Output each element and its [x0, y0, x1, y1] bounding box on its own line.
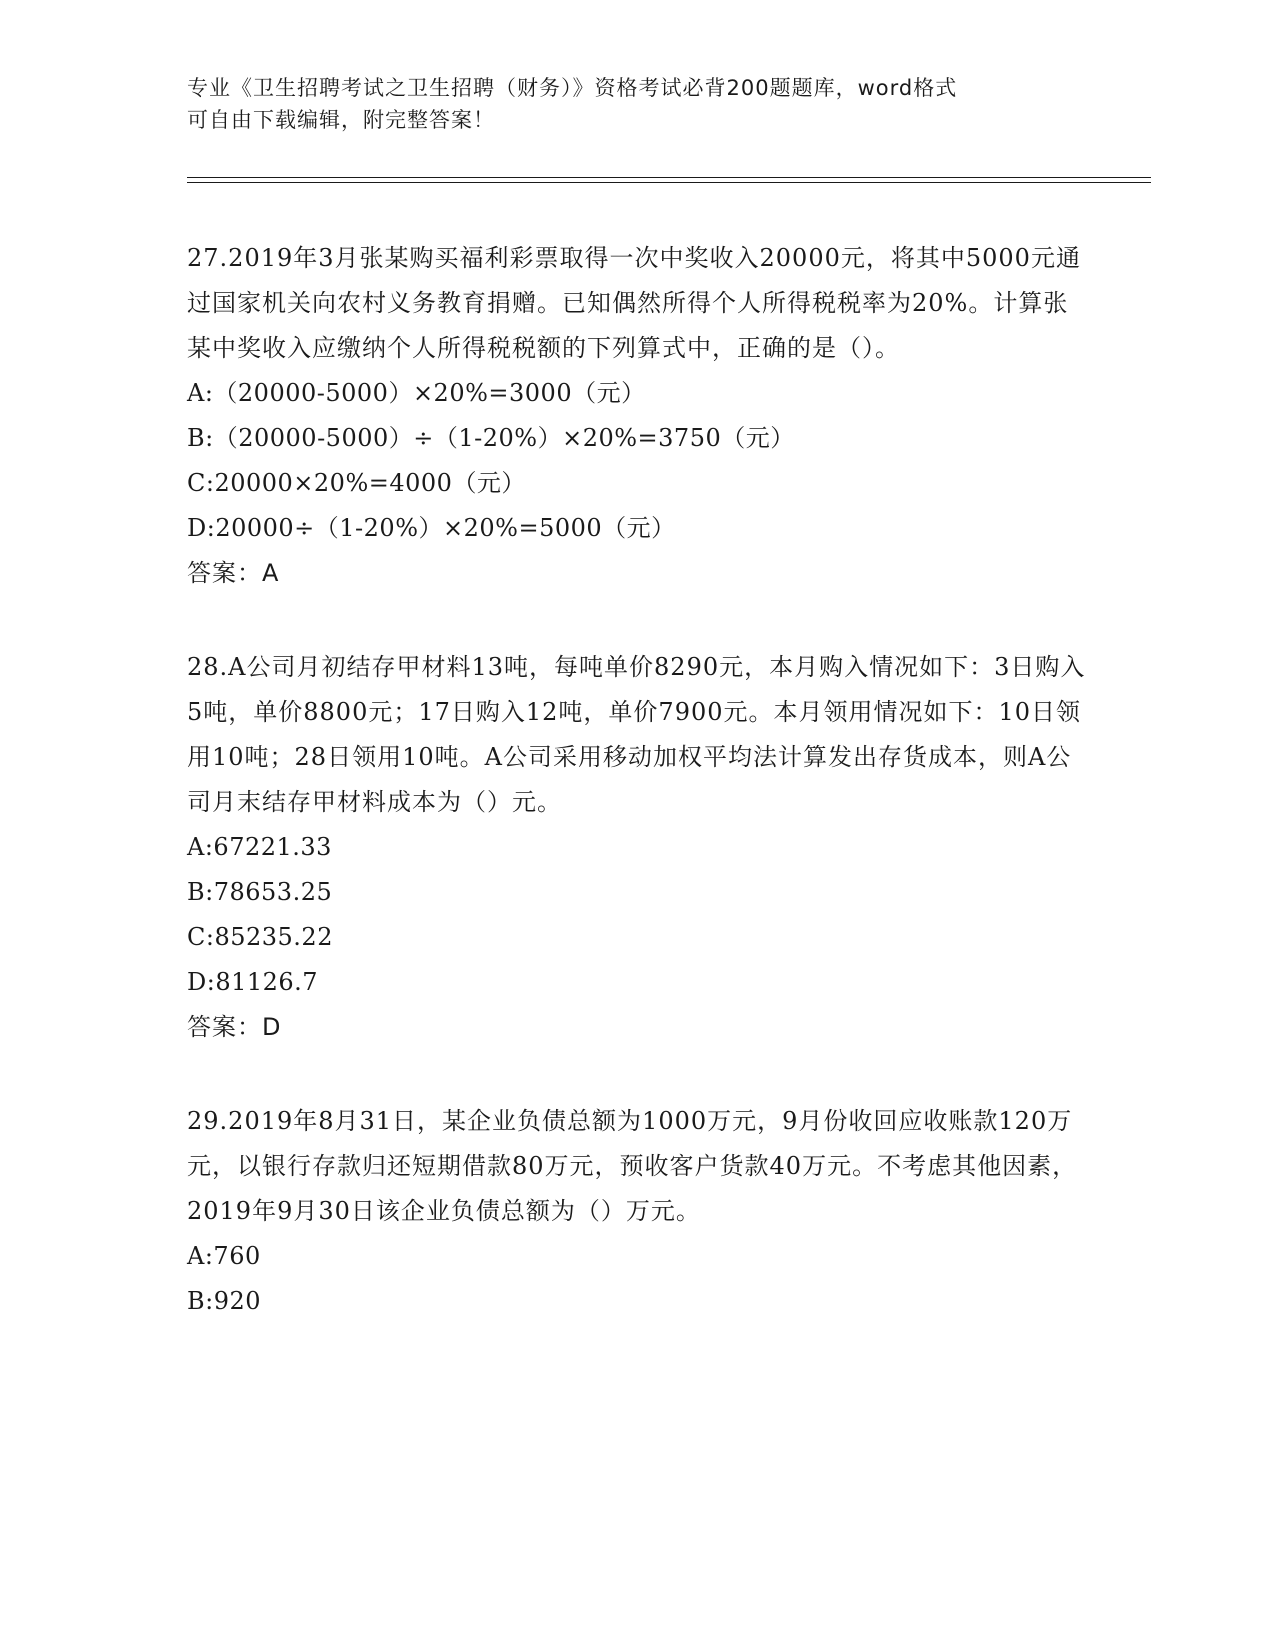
option-d: D:20000÷（1-20%）×20%=5000（元）: [187, 514, 676, 542]
question-stem: 27.2019年3月张某购买福利彩票取得一次中奖收入20000元，将其中5000元通过国家机关向农村义务教育捐赠。已知偶然所得个人所得税税率为20%。计算张某中奖收入应缴纳个人所得税税额的下列算式中，正确的是（）。: [187, 244, 1081, 362]
option-a: A:67221.33: [187, 833, 332, 861]
header-line-1: 专业《卫生招聘考试之卫生招聘（财务）》资格考试必背200题题库，word格式: [187, 76, 958, 100]
question-27: [187, 236, 1087, 596]
question-28: [187, 645, 1087, 1050]
option-b: B:（20000-5000）÷（1-20%）×20%=3750（元）: [187, 424, 795, 452]
option-d: D:81126.7: [187, 968, 319, 996]
question-stem: 28.A公司月初结存甲材料13吨，每吨单价8290元，本月购入情况如下：3日购入5吨，单价8800元；17日购入12吨，单价7900元。本月领用情况如下：10日领用10吨；28日领用10吨。A公司采用移动加权平均法计算发出存货成本，则A公司月末结存甲材料成本为（）元。: [187, 653, 1086, 816]
header-divider-top: [187, 177, 1151, 178]
question-29: [187, 1099, 1087, 1324]
option-a: A:（20000-5000）×20%=3000（元）: [187, 379, 646, 407]
document-header: [187, 72, 1087, 136]
answer-line: 答案：A: [187, 559, 280, 587]
header-line-2: 可自由下载编辑，附完整答案！: [187, 108, 495, 132]
option-c: C:85235.22: [187, 923, 333, 951]
answer-line: 答案：D: [187, 1013, 282, 1041]
option-b: B:78653.25: [187, 878, 333, 906]
header-divider-bottom: [187, 182, 1151, 183]
option-a: A:760: [187, 1242, 261, 1270]
option-c: C:20000×20%=4000（元）: [187, 469, 526, 497]
question-stem: 29.2019年8月31日，某企业负债总额为1000万元，9月份收回应收账款120万元，以银行存款归还短期借款80万元，预收客户货款40万元。不考虑其他因素，2019年9月30日该企业负债总额为（）万元。: [187, 1107, 1078, 1225]
option-b: B:920: [187, 1287, 262, 1315]
question-list: [187, 236, 1087, 1373]
